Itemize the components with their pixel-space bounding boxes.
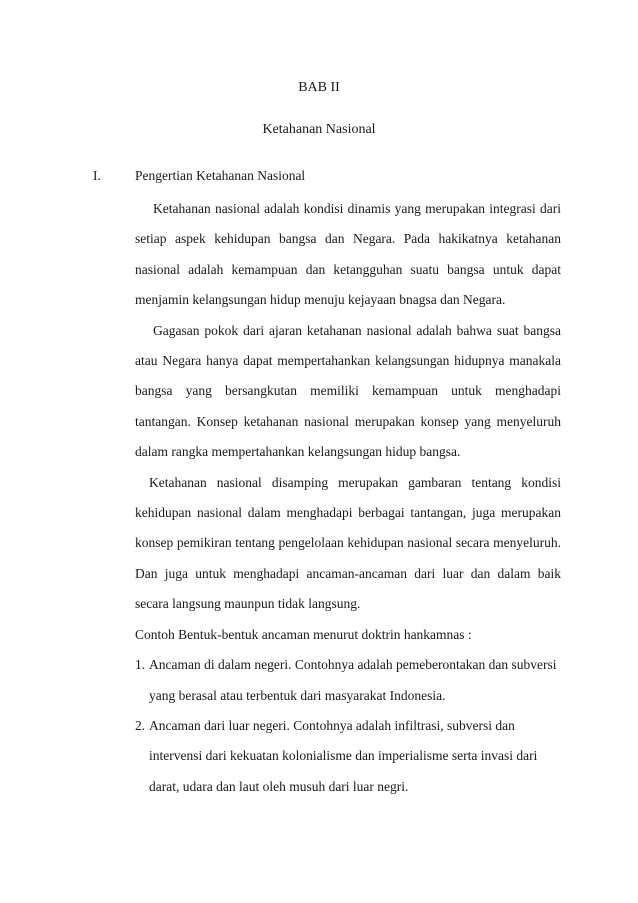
list-intro: Contoh Bentuk-bentuk ancaman menurut doktrin hankamnas : xyxy=(135,626,472,642)
list-item-number: 1. xyxy=(135,657,146,673)
list-item-text: Ancaman di dalam negeri. Contohnya adalah pemeberontakan dan subversi yang berasal atau terbentuk dari masyarakat Indonesia. xyxy=(149,657,557,703)
chapter-heading: BAB II xyxy=(298,80,340,95)
page-title: Ketahanan Nasional xyxy=(262,122,376,137)
list-item-number: 2. xyxy=(135,717,146,733)
paragraph: Ketahanan nasional disamping merupakan gambaran tentang kondisi kehidupan nasional dalam menghadapi berbagai tantangan, juga merupakan konsep pemikiran tentang pengelolaan kehidupan nasional secara menyeluruh. Dan juga untuk menghadapi ancaman-ancaman dari luar dan dalam baik secara langsung maunpun tidak langsung. xyxy=(135,474,561,612)
list-item xyxy=(135,650,561,711)
list-item xyxy=(135,711,561,802)
section-title: Pengertian Ketahanan Nasional xyxy=(135,168,306,183)
section-number: I. xyxy=(93,168,101,183)
paragraph: Ketahanan nasional adalah kondisi dinamis yang merupakan integrasi dari setiap aspek kehidupan bangsa dan Negara. Pada hakikatnya ketahanan nasional adalah kemampuan dan ketangguhan suatu bangsa untuk dapat menjamin kelangsungan hidup menuju kejayaan bnagsa dan Negara. xyxy=(135,201,561,308)
list-item-text: Ancaman dari luar negeri. Contohnya adalah infiltrasi, subversi dan intervensi dari kekuatan kolonialisme dan imperialisme serta invasi dari darat, udara dan laut oleh musuh dari luar negri. xyxy=(149,717,538,794)
paragraph: Gagasan pokok dari ajaran ketahanan nasional adalah bahwa suat bangsa atau Negara hanya dapat mempertahankan kelangsungan hidupnya manakala bangsa yang bersangkutan memiliki kemampuan untuk menghadapi tantangan. Konsep ketahanan nasional merupakan konsep yang menyeluruh dalam rangka mempertahankan kelangsungan hidup bangsa. xyxy=(135,322,561,460)
document-body xyxy=(135,194,561,802)
